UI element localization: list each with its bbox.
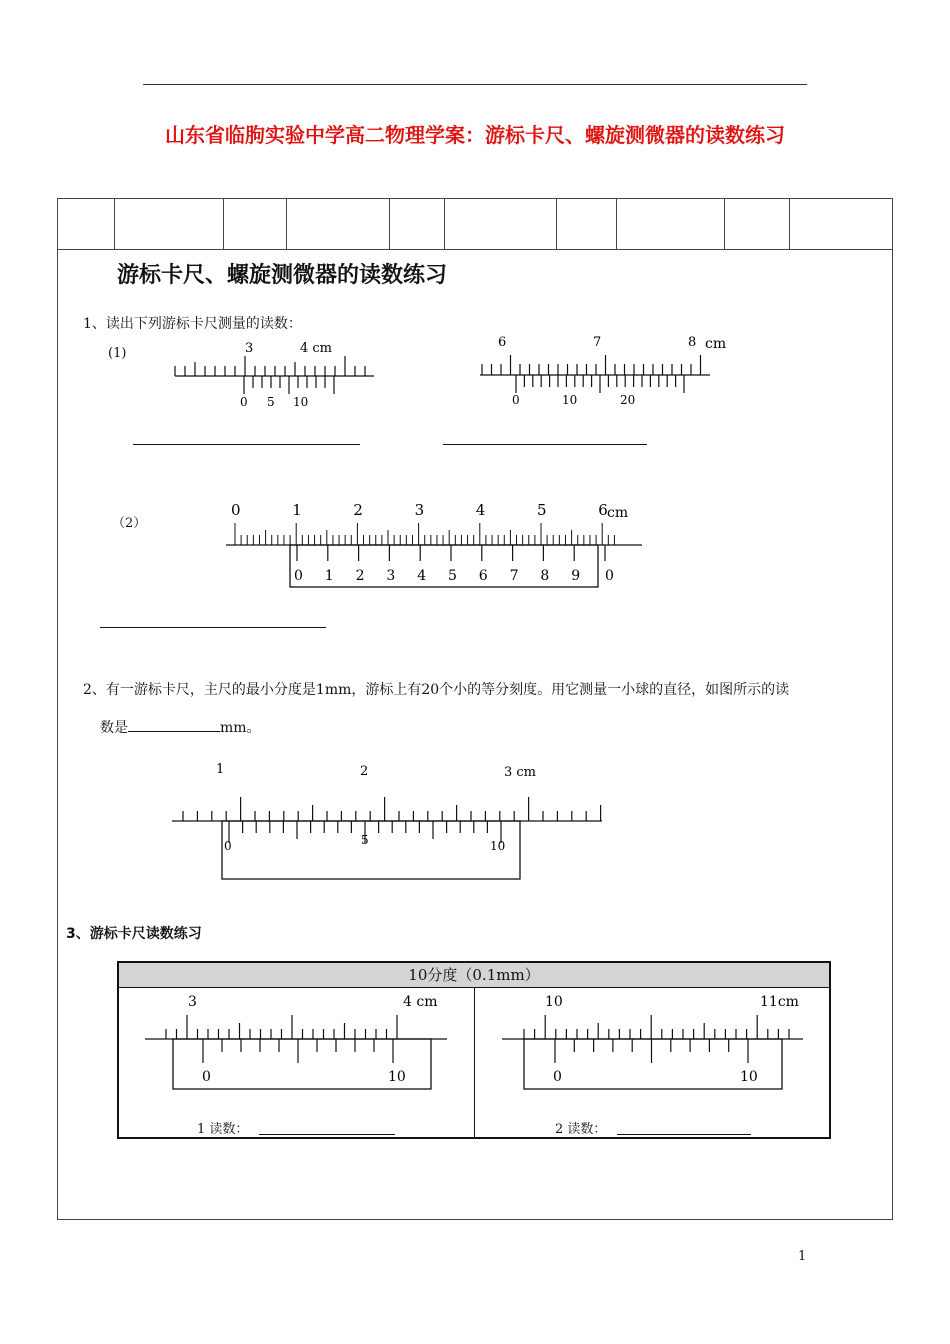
caliper-b-unit-label: cm <box>705 336 727 352</box>
caliper-b-main-label: 6 <box>498 335 507 350</box>
caliper-a-vernier-label: 10 <box>293 395 309 409</box>
answer-blank-1b[interactable] <box>443 444 647 445</box>
caliper-c-vernier-label: 8 <box>540 568 550 584</box>
caliper-c-main-label: 1 <box>292 501 302 519</box>
question-2-text: 2、有一游标卡尺，主尺的最小分度是1mm，游标上有20个小的等分刻度。用它测量一小球的直径，如图所示的读 <box>83 682 790 698</box>
info-cell <box>57 198 115 249</box>
question-1-part-1-label: (1) <box>108 346 127 361</box>
caliper-b-vernier-label: 0 <box>512 393 520 407</box>
answer-blank-3b[interactable] <box>617 1134 751 1135</box>
caliper-c-vernier-label: 4 <box>417 568 427 584</box>
header-rule <box>143 84 807 85</box>
answer-blank-3a[interactable] <box>259 1134 395 1135</box>
info-cell <box>444 198 557 249</box>
caliper-c-vernier-label: 2 <box>355 568 365 584</box>
caliper-c-main-label: 4 <box>475 501 486 519</box>
caliper-a-main-label: 4 cm <box>300 341 333 356</box>
answer-blank-1a[interactable] <box>133 444 360 445</box>
caliper-b-main-label: 8 <box>688 335 697 350</box>
caliper-a-scale <box>175 356 374 394</box>
info-table-divider <box>57 249 893 250</box>
caliper-c-vernier-label: 5 <box>448 568 457 584</box>
caliper-e-vernier-label: 0 <box>202 1069 211 1085</box>
caliper-f-vernier-label: 10 <box>740 1069 758 1085</box>
caliper-c-figure <box>220 495 650 595</box>
caliper-a-main-label: 3 <box>245 341 254 356</box>
reading-label-1: 1 读数： <box>197 1122 249 1137</box>
caliper-e-main-label: 4 cm <box>403 994 438 1010</box>
practice-table-divider <box>474 988 475 1138</box>
caliper-q2-main-label: 3 cm <box>504 765 537 780</box>
reading-label-2: 2 读数： <box>555 1122 607 1137</box>
caliper-q2-figure <box>170 755 610 885</box>
caliper-q2-vernier-body <box>222 821 520 879</box>
practice-table-header: 10分度（0.1mm） <box>119 963 829 988</box>
caliper-c-vernier-label: 0 <box>294 568 303 584</box>
caliper-e-main-label: 3 <box>188 994 197 1010</box>
info-table-row <box>57 198 893 250</box>
info-cell <box>114 198 224 249</box>
caliper-q2-vernier-label: 5 <box>361 833 369 847</box>
caliper-q2-main-label: 1 <box>216 762 225 777</box>
caliper-b-main-label: 7 <box>593 335 602 350</box>
caliper-b-vernier-label: 10 <box>562 393 578 407</box>
info-cell <box>389 198 445 249</box>
caliper-c-vernier-label: 7 <box>509 568 519 584</box>
caliper-q2-vernier-label: 0 <box>224 839 232 853</box>
caliper-e-vernier-label: 10 <box>388 1069 406 1085</box>
question-2-prefix: 数是 <box>100 720 128 736</box>
caliper-c-main-label: 6 <box>598 501 608 519</box>
caliper-c-main-label: 3 <box>414 501 425 519</box>
caliper-b-vernier-label: 20 <box>620 393 636 407</box>
question-1-text: 1、读出下列游标卡尺测量的读数： <box>83 316 302 332</box>
caliper-q2-scale <box>172 797 602 879</box>
caliper-c-vernier-label: 1 <box>324 568 334 584</box>
caliper-f-main-label: 10 <box>545 994 563 1010</box>
caliper-c-vernier-label: 9 <box>571 568 581 584</box>
caliper-f-figure <box>495 988 815 1098</box>
caliper-b-figure <box>470 330 740 415</box>
answer-blank-1c[interactable] <box>100 627 326 628</box>
info-cell <box>616 198 725 249</box>
page-title: 山东省临朐实验中学高二物理学案：游标卡尺、螺旋测微器的读数练习 <box>165 123 785 147</box>
caliper-f-main-label: 11cm <box>760 994 799 1010</box>
caliper-c-vernier-label: 3 <box>386 568 396 584</box>
section-heading: 游标卡尺、螺旋测微器的读数练习 <box>117 263 448 288</box>
caliper-c-vernier-label: 6 <box>478 568 488 584</box>
question-2-answer-line <box>100 717 261 737</box>
caliper-a-vernier-label: 5 <box>267 395 275 409</box>
page-number: 1 <box>798 1249 807 1264</box>
caliper-c-vernier-label: 0 <box>605 568 614 584</box>
info-cell <box>556 198 617 249</box>
answer-blank-2[interactable] <box>128 717 220 732</box>
caliper-q2-main-label: 2 <box>360 764 369 779</box>
caliper-a-vernier-label: 0 <box>240 395 248 409</box>
caliper-c-main-label: 5 <box>537 501 547 519</box>
question-1-part-2-label: （2） <box>112 516 147 531</box>
info-cell <box>223 198 287 249</box>
caliper-c-unit-label: cm <box>607 505 629 521</box>
info-cell <box>286 198 390 249</box>
caliper-c-vernier-body <box>290 545 598 587</box>
caliper-e-figure <box>140 988 460 1098</box>
caliper-q2-vernier-label: 10 <box>490 839 506 853</box>
caliper-a-figure <box>160 330 390 415</box>
info-cell <box>724 198 790 249</box>
caliper-f-vernier-label: 0 <box>553 1069 562 1085</box>
caliper-c-main-label: 0 <box>231 501 241 519</box>
question-2-unit: mm。 <box>220 720 261 736</box>
caliper-f-scale <box>502 1015 803 1089</box>
caliper-c-main-label: 2 <box>353 501 363 519</box>
question-3-title: 3、游标卡尺读数练习 <box>66 926 202 942</box>
caliper-b-scale <box>480 355 710 393</box>
